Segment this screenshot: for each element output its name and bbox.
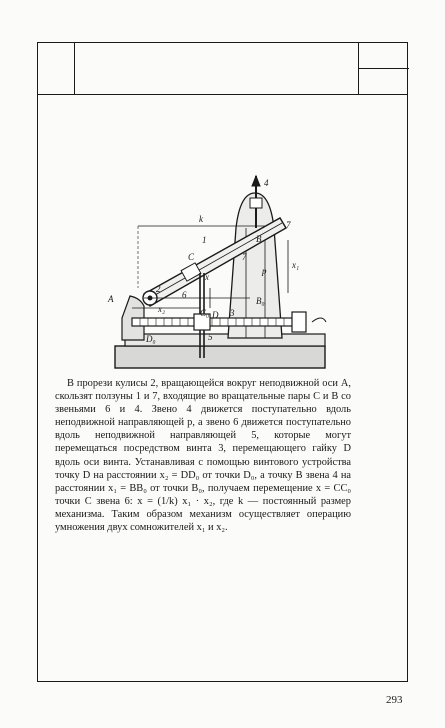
header-row: [38, 43, 407, 95]
body-text: [55, 377, 351, 534]
label-p: p: [262, 266, 267, 276]
label-B0: B₀: [256, 296, 265, 306]
screw-handle: [312, 318, 326, 322]
label-x2: x₂: [158, 304, 166, 314]
label-3: 3: [230, 308, 235, 318]
body-paragraph: В прорези кулисы 2, вращающейся вокруг неподвижной оси A, скользят ползуны 1 и 7, входящие во вращательные пары C и B со звеньями 6 и 4. Звено 4 движется поступательно вдоль неподвижной направляющей p, а звено 6 движется поступательно вдоль неподвижной направляющей 5, которые могут перемещаться посредством винта 3, перемещающего гайку D вдоль оси винта. Устанавливая с помощью винтового устройства точку D на расстоянии x₂ = DD₀ от точки D₀, а точку B звена 4 на расстоянии x₁ = BB₀ от точки B₀, получаем перемещение x = CC₀ точки C звена 6: x = (1/k) x₁ · x₂, где k — постоянный размер механизма. Таким образом механизм осуществляет операцию умножения двух сомножителей x₁ и x₂.: [55, 378, 351, 534]
label-D0: D₀: [146, 334, 156, 344]
label-B: B: [256, 234, 262, 244]
mechanism-figure: [60, 168, 340, 373]
base-plate: [115, 346, 325, 368]
label-C: C: [188, 252, 195, 262]
header-cell-divider: [358, 68, 409, 69]
label-x1: x₁: [292, 260, 300, 270]
rod-4-arrow: [252, 176, 260, 186]
label-6: 6: [182, 290, 187, 300]
page-number: 293: [386, 694, 403, 706]
slider-4: [250, 198, 262, 208]
screw-bearing: [292, 312, 306, 332]
label-5: 5: [208, 332, 213, 342]
label-4: 4: [264, 178, 269, 188]
label-1: 1: [202, 235, 207, 245]
header-divider-left: [74, 43, 75, 94]
label-k: k: [199, 214, 203, 224]
label-C0: C₀: [200, 308, 210, 318]
label-A: A: [108, 294, 114, 304]
label-x: x: [205, 272, 209, 282]
label-7-top: 7: [286, 220, 291, 230]
label-D: D: [212, 310, 219, 320]
label-2: 2: [156, 284, 161, 294]
label-7: 7: [242, 252, 247, 262]
